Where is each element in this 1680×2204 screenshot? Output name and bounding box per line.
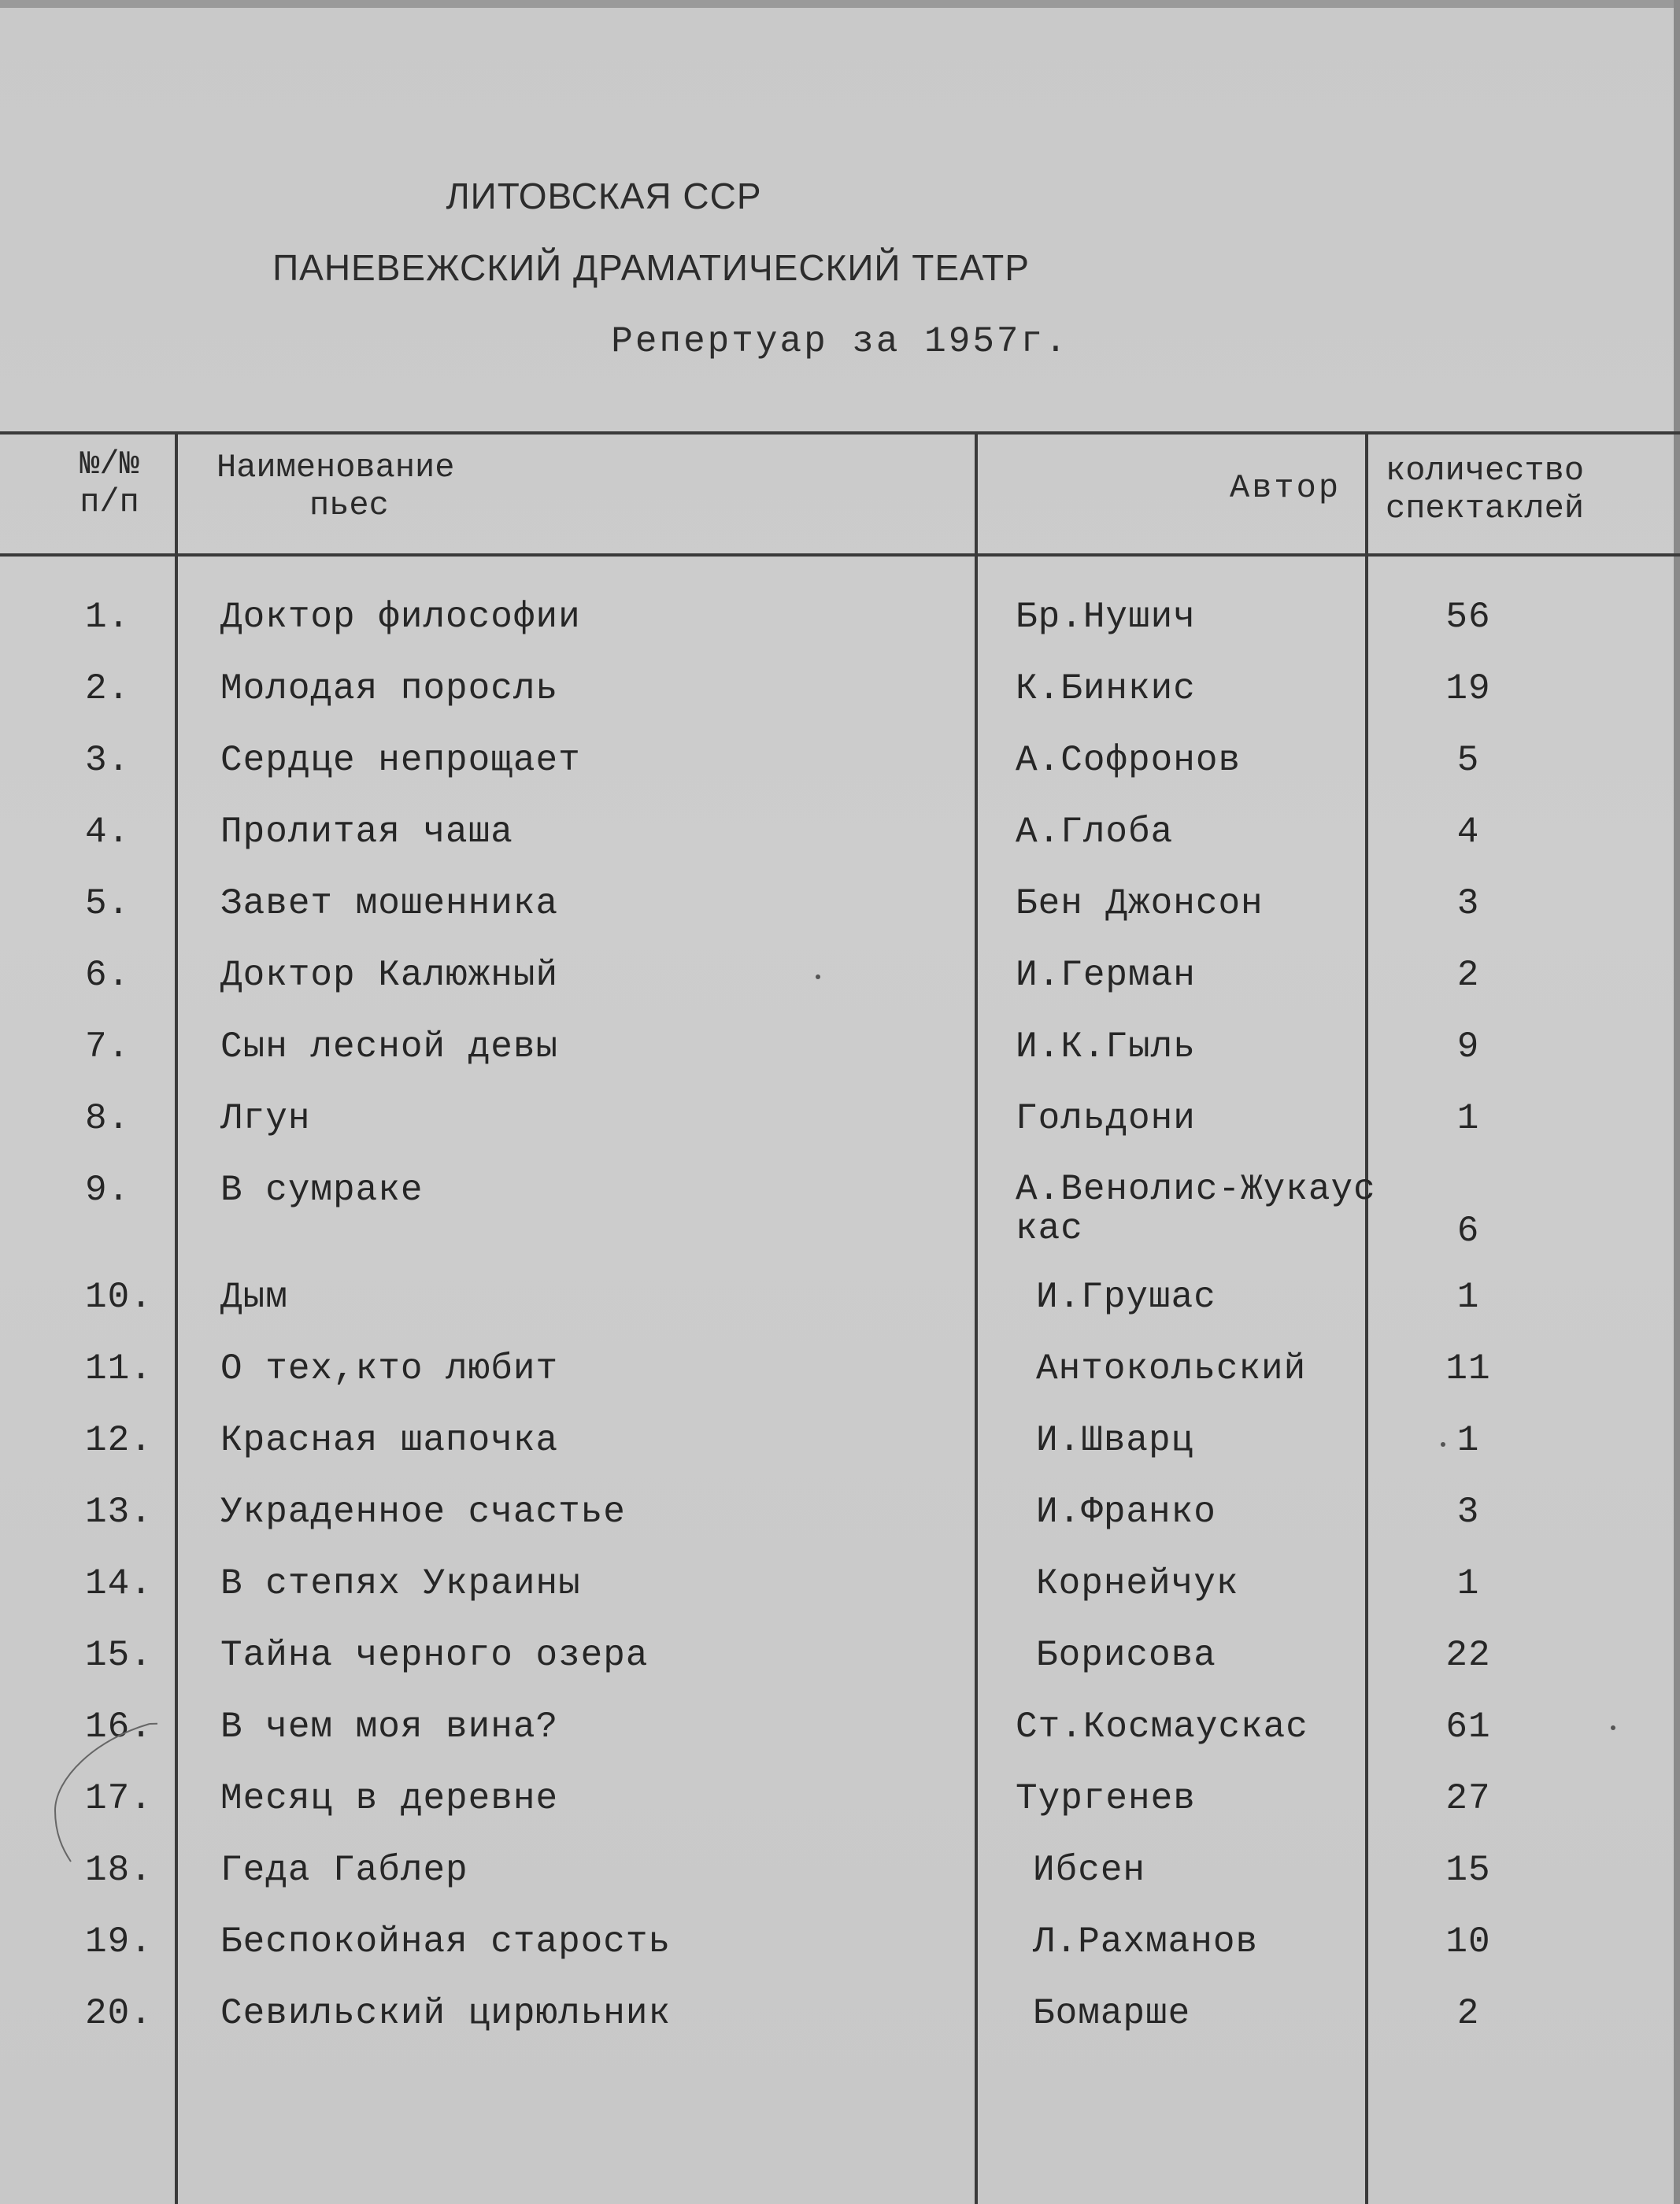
row-count: 4 — [1456, 812, 1480, 852]
table-header-rule — [0, 553, 1680, 557]
header-republic: ЛИТОВСКАЯ ССР — [446, 176, 762, 216]
row-number: 10. — [85, 1277, 153, 1318]
row-count: 56 — [1445, 597, 1491, 638]
table-row — [0, 740, 1680, 811]
row-count: 3 — [1456, 1492, 1480, 1533]
row-author: Ибсен — [1033, 1850, 1146, 1891]
table-row — [0, 1098, 1680, 1169]
table-row — [0, 1170, 1680, 1275]
table-row — [0, 1420, 1680, 1491]
row-title: Дым — [220, 1277, 288, 1318]
column-header-num-line1: №/№ — [80, 446, 139, 483]
row-title: Месяц в деревне — [220, 1778, 559, 1819]
row-author: Бомарше — [1033, 1993, 1191, 2034]
header-theatre: ПАНЕВЕЖСКИЙ ДРАМАТИЧЕСКИЙ ТЕАТР — [272, 247, 1030, 288]
row-count: 61 — [1445, 1707, 1491, 1747]
table-row — [0, 1563, 1680, 1634]
row-title: Пролитая чаша — [220, 812, 513, 852]
row-count: 5 — [1456, 740, 1480, 781]
row-number: 20. — [85, 1993, 153, 2034]
table-row — [0, 1707, 1680, 1777]
column-header-title — [216, 449, 454, 524]
row-author: К.Бинкис — [1016, 668, 1196, 709]
row-count: 1 — [1456, 1563, 1480, 1604]
scan-speck — [816, 974, 820, 979]
column-header-num-line2: п/п — [80, 483, 139, 521]
table-row — [0, 1492, 1680, 1562]
table-top-rule — [0, 431, 1680, 435]
table-row — [0, 1348, 1680, 1419]
row-author: Гольдони — [1016, 1098, 1196, 1139]
row-author: Бр.Нушич — [1016, 597, 1196, 638]
row-title: Молодая поросль — [220, 668, 559, 709]
row-count: 15 — [1445, 1850, 1491, 1891]
row-count: 6 — [1456, 1211, 1480, 1252]
row-title: Сын лесной девы — [220, 1026, 559, 1067]
row-author: И.Герман — [1016, 955, 1196, 996]
scan-edge-top — [0, 0, 1680, 8]
row-count: 9 — [1456, 1026, 1480, 1067]
table-row — [0, 668, 1680, 739]
pencil-mark — [31, 1716, 157, 1873]
table-row — [0, 1921, 1680, 1992]
row-author: И.Грушас — [1036, 1277, 1216, 1318]
row-count: 1 — [1456, 1277, 1480, 1318]
row-title: О тех,кто любит — [220, 1348, 559, 1389]
row-author: Антокольский — [1036, 1348, 1307, 1389]
row-author: Тургенев — [1016, 1778, 1196, 1819]
row-author: И.Франко — [1036, 1492, 1216, 1533]
scan-speck — [1441, 1442, 1445, 1447]
column-header-title-line1: Наименование — [216, 449, 455, 486]
row-count: 10 — [1445, 1921, 1491, 1962]
row-count: 22 — [1445, 1635, 1491, 1676]
table-row — [0, 1026, 1680, 1097]
row-title: Сердце непрощает — [220, 740, 581, 781]
row-number: 4. — [85, 812, 131, 852]
row-title: В чем моя вина? — [220, 1707, 559, 1747]
row-number: 16. — [85, 1707, 153, 1747]
row-count: 27 — [1445, 1778, 1491, 1819]
scan-speck — [1611, 1725, 1615, 1730]
row-number: 18. — [85, 1850, 153, 1891]
row-number: 5. — [85, 883, 131, 924]
row-count: 1 — [1456, 1098, 1480, 1139]
row-title: В сумраке — [220, 1170, 424, 1211]
table-row — [0, 883, 1680, 954]
row-title: Тайна черного озера — [220, 1635, 649, 1676]
row-number: 1. — [85, 597, 131, 638]
row-number: 3. — [85, 740, 131, 781]
row-title: Доктор философии — [220, 597, 581, 638]
row-author: Ст.Космаускас — [1016, 1707, 1308, 1747]
row-title: В степях Украины — [220, 1563, 581, 1604]
row-count: 11 — [1445, 1348, 1491, 1389]
row-count: 3 — [1456, 883, 1480, 924]
column-header-author: Автор — [1230, 469, 1341, 507]
row-author: И.Шварц — [1036, 1420, 1194, 1461]
header-repertoire: Репертуар за 1957г. — [611, 321, 1069, 362]
table-row — [0, 1993, 1680, 2064]
column-header-count — [1386, 452, 1584, 527]
row-number: 13. — [85, 1492, 153, 1533]
row-title: Доктор Калюжный — [220, 955, 559, 996]
row-author: Л.Рахманов — [1033, 1921, 1259, 1962]
table-row — [0, 955, 1680, 1026]
row-count: 2 — [1456, 1993, 1480, 2034]
column-header-count-line2: спектаклей — [1386, 490, 1585, 527]
row-author: Корнейчук — [1036, 1563, 1239, 1604]
row-number: 6. — [85, 955, 131, 996]
table-row — [0, 597, 1680, 667]
row-author: И.К.Гыль — [1016, 1026, 1196, 1067]
row-number: 11. — [85, 1348, 153, 1389]
row-title: Завет мошенника — [220, 883, 559, 924]
row-author: А.Венолис-Жукаус кас — [1016, 1169, 1376, 1249]
table-row — [0, 1778, 1680, 1849]
row-count: 1 — [1456, 1420, 1480, 1461]
row-author: А.Глоба — [1016, 812, 1174, 852]
row-title: Лгун — [220, 1098, 311, 1139]
row-number: 2. — [85, 668, 131, 709]
row-count: 2 — [1456, 955, 1480, 996]
row-number: 17. — [85, 1778, 153, 1819]
table-row — [0, 1277, 1680, 1348]
column-header-num — [66, 446, 153, 521]
row-number: 8. — [85, 1098, 131, 1139]
table-row — [0, 1635, 1680, 1706]
row-title: Украденное счастье — [220, 1492, 626, 1533]
row-title: Беспокойная старость — [220, 1921, 672, 1962]
row-number: 9. — [85, 1170, 131, 1211]
row-title: Красная шапочка — [220, 1420, 559, 1461]
row-number: 19. — [85, 1921, 153, 1962]
row-number: 12. — [85, 1420, 153, 1461]
table-row — [0, 1850, 1680, 1921]
row-author: Бен Джонсон — [1016, 883, 1264, 924]
row-number: 14. — [85, 1563, 153, 1604]
row-author: Борисова — [1036, 1635, 1216, 1676]
row-count: 19 — [1445, 668, 1491, 709]
row-title: Севильский цирюльник — [220, 1993, 672, 2034]
column-header-count-line1: количество — [1386, 452, 1585, 490]
row-number: 7. — [85, 1026, 131, 1067]
row-number: 15. — [85, 1635, 153, 1676]
row-author: А.Софронов — [1016, 740, 1241, 781]
table-row — [0, 812, 1680, 882]
row-title: Геда Габлер — [220, 1850, 468, 1891]
column-header-title-line2: пьес — [309, 486, 389, 524]
